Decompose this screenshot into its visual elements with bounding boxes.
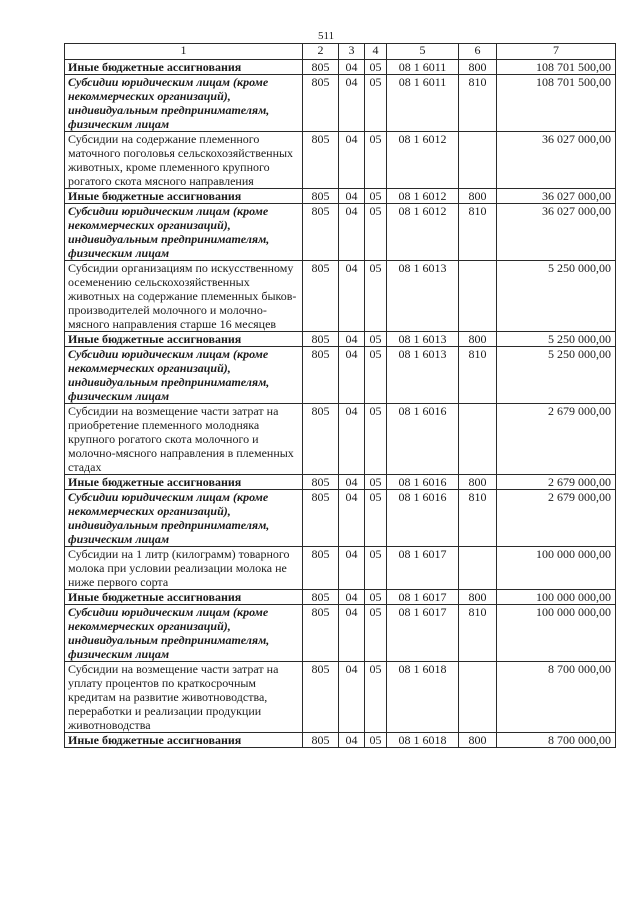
admin-code-cell: 805 [303, 332, 339, 347]
subsection-code-cell: 05 [365, 332, 387, 347]
section-code-cell: 04 [339, 733, 365, 748]
expense-type-cell: 800 [459, 189, 497, 204]
expense-type-cell: 800 [459, 60, 497, 75]
admin-code-cell: 805 [303, 733, 339, 748]
table-row [65, 204, 616, 261]
table-row [65, 490, 616, 547]
expense-type-cell [459, 547, 497, 590]
subsection-code-cell: 05 [365, 475, 387, 490]
expense-type-cell: 810 [459, 347, 497, 404]
table-row [65, 547, 616, 590]
section-code-cell: 04 [339, 332, 365, 347]
target-article-cell: 08 1 6018 [387, 662, 459, 733]
row-name-cell: Субсидии на содержание племенного маточного поголовья сельскохозяйственных животных, кроме племенного крупного рогатого скота мясного направления [65, 132, 303, 189]
subsection-code-cell: 05 [365, 662, 387, 733]
target-article-cell: 08 1 6013 [387, 332, 459, 347]
expense-type-cell: 800 [459, 733, 497, 748]
column-number-row [65, 44, 616, 60]
table-row [65, 662, 616, 733]
amount-cell: 8 700 000,00 [497, 733, 616, 748]
expense-type-cell: 800 [459, 475, 497, 490]
section-code-cell: 04 [339, 662, 365, 733]
subsection-code-cell: 05 [365, 404, 387, 475]
admin-code-cell: 805 [303, 490, 339, 547]
section-code-cell: 04 [339, 547, 365, 590]
row-name-cell: Субсидии юридическим лицам (кроме некоммерческих организаций), индивидуальным предпринимателям, физическим лицам [65, 605, 303, 662]
subsection-code-cell: 05 [365, 490, 387, 547]
admin-code-cell: 805 [303, 590, 339, 605]
target-article-cell: 08 1 6017 [387, 590, 459, 605]
expense-type-cell: 800 [459, 590, 497, 605]
section-code-cell: 04 [339, 261, 365, 332]
table-row [65, 605, 616, 662]
column-number: 1 [65, 44, 303, 60]
target-article-cell: 08 1 6017 [387, 547, 459, 590]
amount-cell: 2 679 000,00 [497, 475, 616, 490]
table-row [65, 347, 616, 404]
amount-cell: 5 250 000,00 [497, 332, 616, 347]
row-name-cell: Иные бюджетные ассигнования [65, 60, 303, 75]
admin-code-cell: 805 [303, 60, 339, 75]
row-name-cell: Субсидии юридическим лицам (кроме некоммерческих организаций), индивидуальным предпринимателям, физическим лицам [65, 490, 303, 547]
section-code-cell: 04 [339, 404, 365, 475]
expense-type-cell [459, 662, 497, 733]
row-name-cell: Иные бюджетные ассигнования [65, 733, 303, 748]
subsection-code-cell: 05 [365, 60, 387, 75]
admin-code-cell: 805 [303, 475, 339, 490]
amount-cell: 2 679 000,00 [497, 404, 616, 475]
column-number: 6 [459, 44, 497, 60]
table-row [65, 261, 616, 332]
section-code-cell: 04 [339, 132, 365, 189]
section-code-cell: 04 [339, 475, 365, 490]
subsection-code-cell: 05 [365, 132, 387, 189]
row-name-cell: Субсидии на 1 литр (килограмм) товарного молока при условии реализации молока не ниже первого сорта [65, 547, 303, 590]
row-name-cell: Субсидии организациям по искусственному осеменению сельскохозяйственных животных на содержание племенных быков-производителей молочного и молочно-мясного направления старше 16 месяцев [65, 261, 303, 332]
row-name-cell: Иные бюджетные ассигнования [65, 189, 303, 204]
amount-cell: 36 027 000,00 [497, 132, 616, 189]
admin-code-cell: 805 [303, 547, 339, 590]
column-number: 4 [365, 44, 387, 60]
admin-code-cell: 805 [303, 662, 339, 733]
expense-type-cell: 810 [459, 490, 497, 547]
table-row [65, 189, 616, 204]
table-row [65, 733, 616, 748]
section-code-cell: 04 [339, 490, 365, 547]
row-name-cell: Субсидии юридическим лицам (кроме некоммерческих организаций), индивидуальным предпринимателям, физическим лицам [65, 347, 303, 404]
row-name-cell: Субсидии на возмещение части затрат на приобретение племенного молодняка крупного рогатого скота молочного и молочно-мясного направления в племенных стадах [65, 404, 303, 475]
target-article-cell: 08 1 6012 [387, 204, 459, 261]
amount-cell: 5 250 000,00 [497, 261, 616, 332]
expense-type-cell: 810 [459, 75, 497, 132]
subsection-code-cell: 05 [365, 75, 387, 132]
expense-type-cell: 810 [459, 204, 497, 261]
table-row [65, 475, 616, 490]
column-number: 7 [497, 44, 616, 60]
target-article-cell: 08 1 6012 [387, 189, 459, 204]
amount-cell: 5 250 000,00 [497, 347, 616, 404]
admin-code-cell: 805 [303, 404, 339, 475]
amount-cell: 8 700 000,00 [497, 662, 616, 733]
admin-code-cell: 805 [303, 261, 339, 332]
column-number: 3 [339, 44, 365, 60]
table-row [65, 60, 616, 75]
section-code-cell: 04 [339, 75, 365, 132]
amount-cell: 100 000 000,00 [497, 547, 616, 590]
subsection-code-cell: 05 [365, 733, 387, 748]
target-article-cell: 08 1 6012 [387, 132, 459, 189]
budget-table [64, 43, 616, 748]
table-row [65, 332, 616, 347]
section-code-cell: 04 [339, 590, 365, 605]
row-name-cell: Субсидии юридическим лицам (кроме некоммерческих организаций), индивидуальным предпринимателям, физическим лицам [65, 204, 303, 261]
subsection-code-cell: 05 [365, 590, 387, 605]
expense-type-cell [459, 132, 497, 189]
expense-type-cell: 810 [459, 605, 497, 662]
target-article-cell: 08 1 6016 [387, 475, 459, 490]
target-article-cell: 08 1 6011 [387, 75, 459, 132]
target-article-cell: 08 1 6013 [387, 261, 459, 332]
expense-type-cell: 800 [459, 332, 497, 347]
table-row [65, 75, 616, 132]
section-code-cell: 04 [339, 605, 365, 662]
row-name-cell: Субсидии на возмещение части затрат на уплату процентов по краткосрочным кредитам на развитие животноводства, переработки и реализации продукции животноводства [65, 662, 303, 733]
row-name-cell: Иные бюджетные ассигнования [65, 332, 303, 347]
amount-cell: 100 000 000,00 [497, 605, 616, 662]
row-name-cell: Иные бюджетные ассигнования [65, 475, 303, 490]
expense-type-cell [459, 261, 497, 332]
row-name-cell: Субсидии юридическим лицам (кроме некоммерческих организаций), индивидуальным предпринимателям, физическим лицам [65, 75, 303, 132]
amount-cell: 36 027 000,00 [497, 189, 616, 204]
admin-code-cell: 805 [303, 132, 339, 189]
subsection-code-cell: 05 [365, 347, 387, 404]
page-number: 511 [318, 30, 335, 42]
amount-cell: 100 000 000,00 [497, 590, 616, 605]
expense-type-cell [459, 404, 497, 475]
subsection-code-cell: 05 [365, 605, 387, 662]
admin-code-cell: 805 [303, 75, 339, 132]
subsection-code-cell: 05 [365, 189, 387, 204]
amount-cell: 36 027 000,00 [497, 204, 616, 261]
table-row [65, 132, 616, 189]
target-article-cell: 08 1 6016 [387, 490, 459, 547]
subsection-code-cell: 05 [365, 261, 387, 332]
amount-cell: 108 701 500,00 [497, 75, 616, 132]
row-name-cell: Иные бюджетные ассигнования [65, 590, 303, 605]
target-article-cell: 08 1 6016 [387, 404, 459, 475]
table-row [65, 590, 616, 605]
amount-cell: 108 701 500,00 [497, 60, 616, 75]
target-article-cell: 08 1 6018 [387, 733, 459, 748]
section-code-cell: 04 [339, 347, 365, 404]
subsection-code-cell: 05 [365, 204, 387, 261]
admin-code-cell: 805 [303, 605, 339, 662]
admin-code-cell: 805 [303, 204, 339, 261]
section-code-cell: 04 [339, 204, 365, 261]
section-code-cell: 04 [339, 189, 365, 204]
column-number: 2 [303, 44, 339, 60]
subsection-code-cell: 05 [365, 547, 387, 590]
table-row [65, 404, 616, 475]
target-article-cell: 08 1 6011 [387, 60, 459, 75]
target-article-cell: 08 1 6013 [387, 347, 459, 404]
admin-code-cell: 805 [303, 347, 339, 404]
amount-cell: 2 679 000,00 [497, 490, 616, 547]
section-code-cell: 04 [339, 60, 365, 75]
target-article-cell: 08 1 6017 [387, 605, 459, 662]
column-number: 5 [387, 44, 459, 60]
admin-code-cell: 805 [303, 189, 339, 204]
